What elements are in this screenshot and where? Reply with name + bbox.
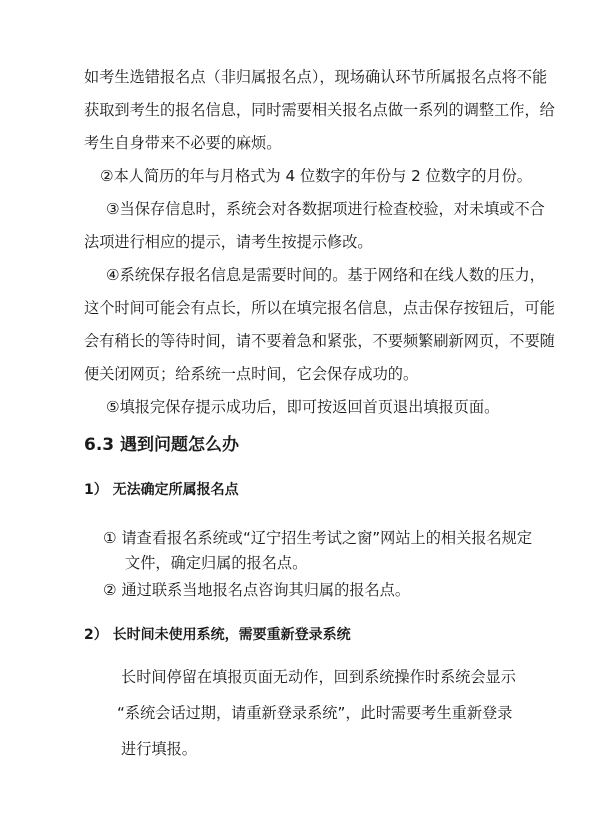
paragraph-line: 便关闭网页；给系统一点时间，它会保存成功的。 bbox=[84, 365, 419, 383]
paragraph-line: 这个时间可能会有点长，所以在填完报名信息，点击保存按钮后，可能 bbox=[84, 299, 555, 317]
paragraph-line: ⑤填报完保存提示成功后，即可按返回首页退出填报页面。 bbox=[106, 398, 500, 416]
paragraph-line: ③当保存信息时，系统会对各数据项进行检查校验，对未填或不合 bbox=[106, 200, 545, 218]
paragraph-line: 考生自身带来不必要的麻烦。 bbox=[84, 134, 282, 152]
paragraph-line: 获取到考生的报名信息，同时需要相关报名点做一系列的调整工作，给 bbox=[84, 101, 555, 119]
paragraph-line: 会有稍长的等待时间，请不要着急和紧张，不要频繁刷新网页，不要随 bbox=[84, 332, 555, 350]
paragraph-line: ④系统保存报名信息是需要时间的。基于网络和在线人数的压力， bbox=[106, 266, 545, 284]
paragraph-line: “系统会话过期，请重新登录系统”，此时需要考生重新登录 bbox=[117, 704, 513, 722]
paragraph-line: 长时间停留在填报页面无动作，回到系统操作时系统会显示 bbox=[121, 668, 516, 686]
paragraph-line: 法项进行相应的提示，请考生按提示修改。 bbox=[84, 233, 373, 251]
section-heading: 6.3 遇到问题怎么办 bbox=[84, 435, 240, 455]
paragraph-line: 如考生选错报名点（非归属报名点），现场确认环节所属报名点将不能 bbox=[84, 68, 548, 86]
paragraph-line: 进行填报。 bbox=[121, 740, 197, 758]
question-title: 2） 长时间未使用系统，需要重新登录系统 bbox=[84, 627, 351, 643]
paragraph-line: ②本人简历的年与月格式为 4 位数字的年份与 2 位数字的月份。 bbox=[100, 167, 532, 185]
list-item: ② 通过联系当地报名点咨询其归属的报名点。 bbox=[103, 581, 411, 599]
list-item: ① 请查看报名系统或“辽宁招生考试之窗”网站上的相关报名规定 bbox=[103, 529, 533, 547]
list-item-continuation: 文件，确定归属的报名点。 bbox=[125, 554, 308, 572]
question-title: 1） 无法确定所属报名点 bbox=[84, 482, 239, 498]
